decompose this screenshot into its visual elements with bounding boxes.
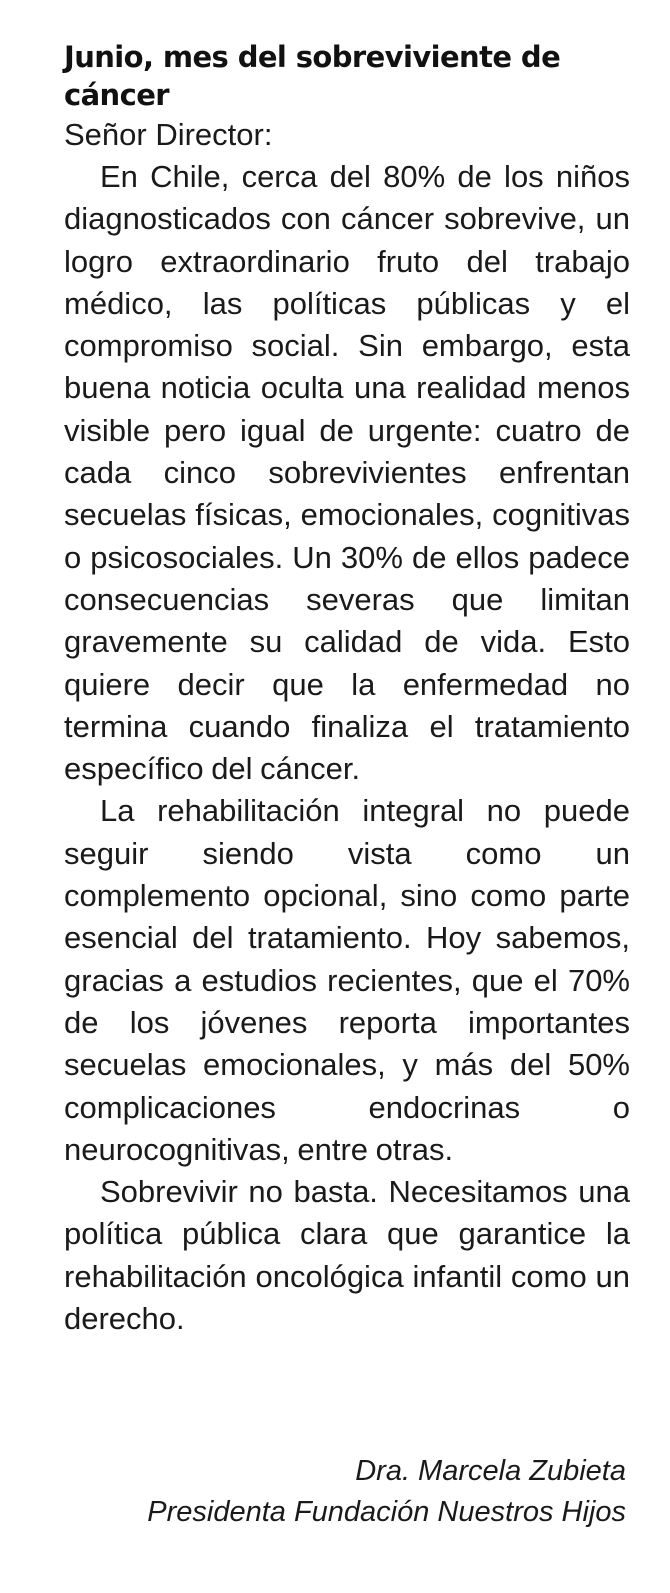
letter-salutation: Señor Director: [64, 117, 273, 152]
letter-paragraph-1: En Chile, cerca del 80% de los niños diagnosticados con cáncer sobrevive, un logro extraordinario fruto del trabajo médico, las políticas públicas y el compromiso social. Sin embargo, esta buena noticia oculta una realidad menos visible pero igual de urgente: cuatro de cada cinco sobrevivientes enfrentan secuelas físicas, emocionales, cognitivas o psicosociales. Un 30% de ellos padece consecuencias severas que limitan gravemente su calidad de vida. Esto quiere decir que la enfermedad no termina cuando finaliza el tratamiento específico del cáncer. [64, 159, 630, 787]
letter-headline: Junio, mes del sobreviviente de cáncer [64, 40, 561, 112]
letter-paragraph-3: Sobrevivir no basta. Necesitamos una política pública clara que garantice la rehabilitación oncológica infantil como un derecho. [64, 1174, 630, 1337]
letter-to-editor [64, 38, 630, 1340]
signature-organization: Presidenta Fundación Nuestros Hijos [147, 1496, 626, 1528]
letter-paragraph-2: La rehabilitación integral no puede seguir siendo vista como un complemento opcional, sino como parte esencial del tratamiento. Hoy sabemos, gracias a estudios recientes, que el 70% de los jóvenes reporta importantes secuelas emocionales, y más del 50% complicaciones endocrinas o neurocognitivas, entre otras. [64, 793, 630, 1167]
signature-name: Dra. Marcela Zubieta [355, 1455, 626, 1487]
